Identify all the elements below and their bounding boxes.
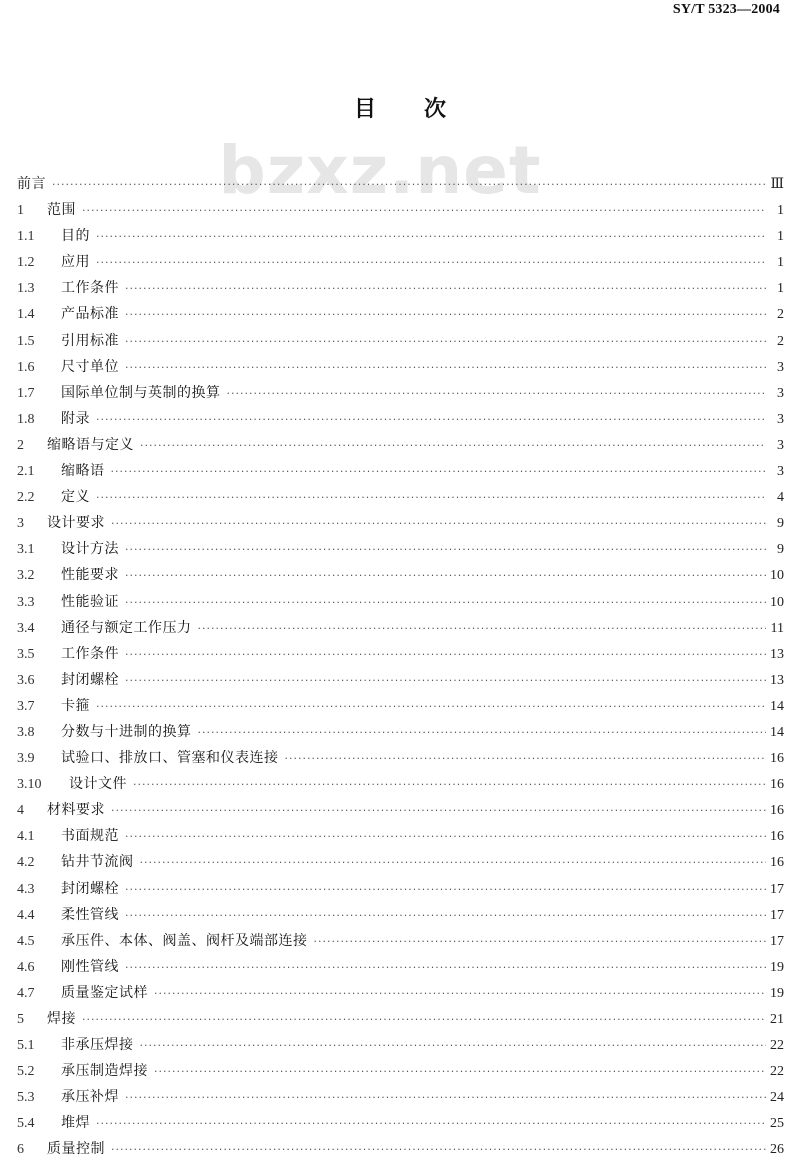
toc-leader-dots <box>140 433 766 459</box>
toc-entry[interactable] <box>17 301 784 327</box>
toc-entry-title: 范围 <box>47 202 76 219</box>
toc-entry-title: 性能验证 <box>61 593 119 610</box>
toc-leader-dots <box>111 798 766 824</box>
toc-entry-page: 19 <box>770 985 784 1001</box>
toc-leader-dots <box>125 302 766 328</box>
toc-entry-page: 13 <box>770 646 784 662</box>
toc-entry-page: 9 <box>777 516 784 532</box>
toc-entry[interactable] <box>17 406 784 432</box>
toc-leader-dots <box>133 772 766 798</box>
toc-entry-title: 产品标准 <box>61 306 119 323</box>
toc-entry-title: 试验口、排放口、管塞和仪表连接 <box>61 750 279 767</box>
toc-leader-dots <box>314 929 767 955</box>
toc-entry[interactable] <box>17 876 784 902</box>
toc-entry-number: 4.3 <box>17 881 35 897</box>
toc-leader-dots <box>125 955 766 981</box>
toc-entry-title: 设计方法 <box>61 541 119 558</box>
toc-leader-dots <box>154 981 766 1007</box>
toc-entry[interactable] <box>17 954 784 980</box>
toc-entry-page: 17 <box>770 907 784 923</box>
toc-entry[interactable] <box>17 380 784 406</box>
toc-entry-page: 10 <box>770 594 784 610</box>
toc-entry-title: 前言 <box>17 176 46 192</box>
toc-entry[interactable] <box>17 589 784 615</box>
toc-entry[interactable] <box>17 562 784 588</box>
toc-entry-title: 封闭螺栓 <box>61 671 119 688</box>
toc-leader-dots <box>96 407 766 433</box>
toc-entry-title: 国际单位制与英制的换算 <box>61 384 221 401</box>
toc-leader-dots <box>125 537 766 563</box>
toc-leader-dots <box>140 850 767 876</box>
toc-entry-number: 3.2 <box>17 568 35 584</box>
toc-entry-number: 3.10 <box>17 777 42 793</box>
toc-leader-dots <box>96 485 766 511</box>
toc-entry[interactable] <box>17 797 784 823</box>
toc-entry-number: 3.1 <box>17 542 35 558</box>
toc-entry-title: 设计要求 <box>47 515 105 532</box>
toc-entry-page: 9 <box>777 542 784 558</box>
toc-entry[interactable] <box>17 223 784 249</box>
toc-entry-number: 1.1 <box>17 229 35 245</box>
toc-entry-number: 1.6 <box>17 359 35 375</box>
toc-leader-dots <box>125 824 766 850</box>
toc-entry[interactable] <box>17 719 784 745</box>
toc-entry-page: 22 <box>770 1038 784 1054</box>
toc-entry-number: 5 <box>17 1012 24 1027</box>
toc-entry-number: 3.6 <box>17 672 35 688</box>
toc-entry-page: 19 <box>770 959 784 975</box>
toc-entry-page: 14 <box>770 698 784 714</box>
standard-code-header: SY/T 5323—2004 <box>672 2 780 17</box>
toc-entry-title: 质量鉴定试样 <box>61 984 148 1001</box>
toc-leader-dots <box>125 1085 766 1111</box>
toc-leader-dots <box>140 1033 767 1059</box>
toc-entry-page: 11 <box>770 620 784 636</box>
toc-entry-number: 1.3 <box>17 281 35 297</box>
toc-entry-page: 16 <box>770 803 784 819</box>
toc-entry-number: 1.4 <box>17 307 35 323</box>
toc-entry-page: 16 <box>770 751 784 767</box>
toc-entry[interactable] <box>17 615 784 641</box>
toc-entry[interactable] <box>17 275 784 301</box>
toc-entry-page: 3 <box>777 437 784 453</box>
toc-entry-number: 5.4 <box>17 1116 35 1132</box>
toc-entry-title: 应用 <box>61 254 90 271</box>
toc-entry-page: 3 <box>777 359 784 375</box>
toc-entry-title: 承压补焊 <box>61 1089 119 1106</box>
toc-entry-title: 书面规范 <box>61 828 119 845</box>
toc-entry-title: 工作条件 <box>61 645 119 662</box>
toc-entry-title: 焊接 <box>47 1011 76 1027</box>
toc-entry[interactable] <box>17 1110 784 1136</box>
toc-entry-page: 2 <box>777 333 784 349</box>
toc-entry-title: 承压件、本体、阀盖、阀杆及端部连接 <box>61 932 308 949</box>
toc-entry-title: 分数与十进制的换算 <box>61 723 192 740</box>
toc-entry[interactable] <box>17 354 784 380</box>
toc-entry-number: 4.1 <box>17 829 35 845</box>
toc-entry-number: 5.2 <box>17 1064 35 1080</box>
toc-leader-dots <box>111 459 767 485</box>
toc-entry-title: 定义 <box>61 489 90 506</box>
toc-leader-dots <box>125 668 766 694</box>
toc-entry-title: 柔性管线 <box>61 906 119 923</box>
toc-entry-page: 26 <box>770 1142 784 1158</box>
toc-entry-title: 材料要求 <box>47 802 105 819</box>
toc-entry[interactable] <box>17 432 784 458</box>
watermark: bzxz.net <box>218 132 542 209</box>
toc-entry-page: 17 <box>770 933 784 949</box>
toc-entry-title: 质量控制 <box>47 1141 105 1158</box>
toc-entry-page: 16 <box>770 829 784 845</box>
toc-entry-number: 4.4 <box>17 907 35 923</box>
toc-entry-number: 3.5 <box>17 646 35 662</box>
toc-leader-dots <box>125 563 766 589</box>
toc-entry[interactable] <box>17 1058 784 1084</box>
toc-entry[interactable] <box>17 249 784 275</box>
toc-entry[interactable] <box>17 849 784 875</box>
toc-entry-page: 17 <box>770 881 784 897</box>
toc-entry[interactable] <box>17 823 784 849</box>
toc-entry-number: 4.5 <box>17 933 35 949</box>
toc-leader-dots <box>125 642 766 668</box>
toc-entry-number: 1.8 <box>17 411 35 427</box>
toc-entry-page: 10 <box>770 568 784 584</box>
toc-entry[interactable] <box>17 458 784 484</box>
toc-entry-page: 2 <box>777 307 784 323</box>
toc-entry-number: 2 <box>17 437 24 453</box>
toc-entry-page: 14 <box>770 724 784 740</box>
toc-entry-number: 3.8 <box>17 724 35 740</box>
toc-entry[interactable] <box>17 667 784 693</box>
toc-entry-page: 16 <box>770 777 784 793</box>
table-of-contents <box>17 171 784 1163</box>
toc-leader-dots <box>125 903 766 929</box>
toc-entry-number: 1 <box>17 203 24 219</box>
toc-entry[interactable] <box>17 980 784 1006</box>
toc-entry-page: 13 <box>770 672 784 688</box>
toc-entry-page: 22 <box>770 1064 784 1080</box>
toc-entry[interactable] <box>17 641 784 667</box>
toc-leader-dots <box>125 329 766 355</box>
toc-entry-page: 3 <box>777 411 784 427</box>
toc-entry-number: 3 <box>17 516 24 532</box>
toc-entry[interactable] <box>17 1032 784 1058</box>
toc-leader-dots <box>96 224 766 250</box>
toc-entry-number: 5.1 <box>17 1038 35 1054</box>
toc-entry-number: 3.4 <box>17 620 35 636</box>
toc-entry[interactable] <box>17 1084 784 1110</box>
toc-entry-number: 3.3 <box>17 594 35 610</box>
toc-entry-title: 刚性管线 <box>61 958 119 975</box>
toc-entry-number: 1.5 <box>17 333 35 349</box>
toc-entry[interactable] <box>17 1136 784 1162</box>
toc-entry-title: 缩略语与定义 <box>47 436 134 453</box>
toc-entry-number: 4.2 <box>17 855 35 871</box>
toc-leader-dots <box>96 250 766 276</box>
toc-entry[interactable] <box>17 328 784 354</box>
toc-entry-title: 堆焊 <box>61 1115 90 1132</box>
toc-entry[interactable] <box>17 771 784 797</box>
toc-entry-title: 非承压焊接 <box>61 1037 134 1054</box>
toc-entry[interactable] <box>17 902 784 928</box>
toc-entry-title: 钻井节流阀 <box>61 854 134 871</box>
toc-entry-title: 目的 <box>61 228 90 245</box>
toc-entry-page: 1 <box>777 229 784 245</box>
toc-leader-dots <box>111 511 766 537</box>
toc-entry-title: 缩略语 <box>61 463 105 480</box>
toc-leader-dots <box>125 877 766 903</box>
toc-entry[interactable] <box>17 928 784 954</box>
toc-leader-dots <box>125 276 766 302</box>
toc-entry-number: 4.7 <box>17 985 35 1001</box>
toc-leader-dots <box>285 746 767 772</box>
toc-entry-page: 1 <box>777 281 784 297</box>
toc-entry-title: 工作条件 <box>61 280 119 297</box>
toc-entry-page: 3 <box>777 385 784 401</box>
toc-entry-page: 3 <box>777 464 784 480</box>
toc-entry[interactable] <box>17 171 784 197</box>
toc-leader-dots <box>96 694 766 720</box>
toc-leader-dots <box>198 720 767 746</box>
toc-leader-dots <box>125 355 766 381</box>
toc-entry-title: 通径与额定工作压力 <box>61 619 192 636</box>
toc-entry-title: 封闭螺栓 <box>61 880 119 897</box>
toc-leader-dots <box>52 172 766 198</box>
toc-entry[interactable] <box>17 1006 784 1032</box>
toc-entry[interactable] <box>17 484 784 510</box>
page-title: 目次 <box>353 96 494 122</box>
toc-entry[interactable] <box>17 510 784 536</box>
toc-entry-title: 附录 <box>61 410 90 427</box>
toc-entry-page: 1 <box>777 255 784 271</box>
toc-leader-dots <box>96 1111 766 1137</box>
toc-entry-number: 3.7 <box>17 698 35 714</box>
toc-entry-number: 1.2 <box>17 255 35 271</box>
toc-leader-dots <box>125 590 766 616</box>
toc-entry-title: 卡箍 <box>61 697 90 714</box>
toc-entry-page: 25 <box>770 1116 784 1132</box>
toc-entry-number: 2.2 <box>17 490 35 506</box>
toc-leader-dots <box>227 381 767 407</box>
toc-entry[interactable] <box>17 745 784 771</box>
toc-entry-page: 21 <box>770 1012 784 1027</box>
toc-entry[interactable] <box>17 693 784 719</box>
toc-entry-page: Ⅲ <box>770 177 784 192</box>
toc-entry-title: 引用标准 <box>61 332 119 349</box>
toc-entry-number: 2.1 <box>17 464 35 480</box>
toc-entry-title: 设计文件 <box>69 776 127 793</box>
toc-entry[interactable] <box>17 536 784 562</box>
toc-entry-number: 3.9 <box>17 751 35 767</box>
toc-entry-number: 4 <box>17 803 24 819</box>
toc-entry-number: 1.7 <box>17 385 35 401</box>
toc-entry-title: 尺寸单位 <box>61 358 119 375</box>
toc-entry-page: 16 <box>770 855 784 871</box>
toc-entry-number: 4.6 <box>17 959 35 975</box>
toc-entry-page: 1 <box>777 203 784 219</box>
toc-leader-dots <box>82 1007 766 1033</box>
toc-leader-dots <box>82 198 766 224</box>
toc-entry-title: 性能要求 <box>61 567 119 584</box>
toc-leader-dots <box>198 616 767 642</box>
toc-entry-page: 24 <box>770 1090 784 1106</box>
toc-entry-title: 承压制造焊接 <box>61 1063 148 1080</box>
toc-leader-dots <box>154 1059 766 1085</box>
toc-entry[interactable] <box>17 197 784 223</box>
toc-leader-dots <box>111 1137 766 1163</box>
toc-entry-page: 4 <box>777 490 784 506</box>
toc-entry-number: 5.3 <box>17 1090 35 1106</box>
toc-entry-number: 6 <box>17 1142 24 1158</box>
